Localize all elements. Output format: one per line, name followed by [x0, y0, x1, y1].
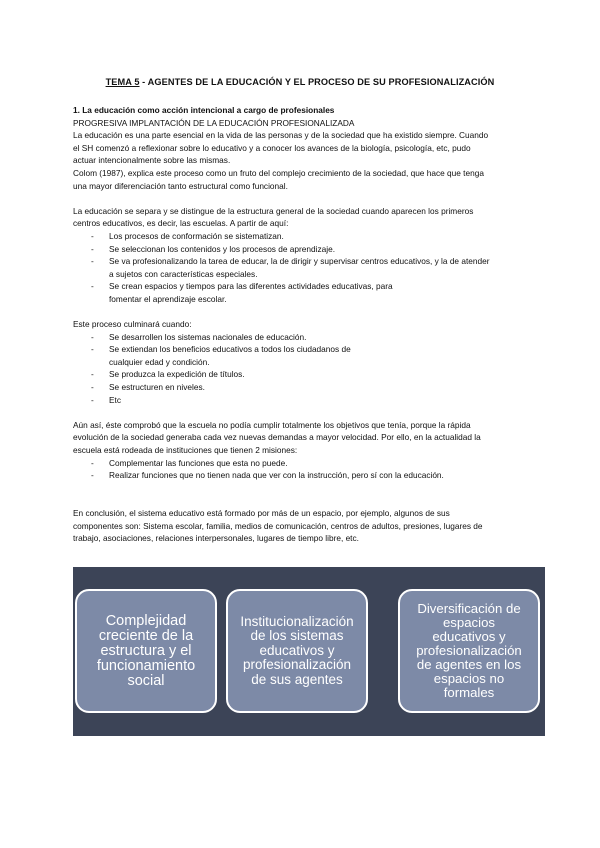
text-line: trabajo, asociaciones, relaciones interpersonales, lugares de tiempo libre, etc. — [73, 533, 359, 544]
diagram-box-line: Complejidad — [105, 612, 187, 629]
section-subheading: PROGRESIVA IMPLANTACIÓN DE LA EDUCACIÓN PROFESIONALIZADA — [73, 117, 355, 128]
list-item — [73, 381, 533, 394]
list-item-text: cualquier edad y condición. — [109, 356, 210, 367]
concept-diagram — [73, 567, 545, 736]
diagram-box-line: de agentes en los — [416, 657, 522, 672]
title-topic-number: TEMA 5 — [105, 77, 140, 87]
diagram-box-line: educativos y — [432, 629, 506, 644]
bullet-list — [73, 331, 533, 407]
list-item-text: Se estructuren en niveles. — [109, 382, 205, 393]
list-item-text: - Se extiendan los beneficios educativos a todos los ciudadanos de — [109, 344, 351, 355]
diagram-box-line: Diversificación de — [417, 601, 521, 616]
paragraph-missions — [73, 419, 533, 457]
text-line: el SH comenzó a reflexionar sobre lo educativo y a conocer los avances de la biología, psicología, etc, pudo — [73, 142, 471, 153]
paragraph-separation — [73, 205, 533, 230]
paragraph-culmination: Este proceso culminará cuando: — [73, 319, 192, 330]
text-line: una mayor diferenciación tanto estructural como funcional. — [73, 180, 288, 191]
list-item — [73, 331, 533, 344]
diagram-box-institutionalization — [226, 589, 368, 713]
text-line: La educación se separa y se distingue de la estructura general de la sociedad cuando aparecen los primeros — [73, 205, 474, 216]
section-heading: 1. La educación como acción intencional a cargo de profesionales — [73, 105, 335, 115]
diagram-box-line: funcionamiento — [96, 657, 196, 674]
diagram-box-line: estructura y el — [100, 642, 192, 659]
diagram-box-line: de sus agentes — [251, 671, 343, 687]
list-item — [73, 343, 533, 368]
diagram-box-line: social — [127, 672, 165, 689]
paragraph-conclusion — [73, 507, 533, 545]
list-item — [73, 243, 533, 256]
list-item — [73, 255, 533, 280]
list-item-text: Se desarrollen los sistemas nacionales de educación. — [109, 331, 307, 342]
diagram-box-line: profesionalización — [242, 657, 352, 673]
list-item-text: Etc — [109, 394, 121, 405]
list-item-text: fomentar el aprendizaje escolar. — [109, 293, 227, 304]
document-body — [73, 104, 533, 545]
text-line: En conclusión, el sistema educativo está formado por más de un espacio, por ejemplo, algunos de sus — [73, 508, 450, 518]
diagram-box-line: espacios no — [433, 671, 505, 686]
diagram-box-line: de los sistemas — [250, 628, 344, 644]
list-item-text: Se seleccionan los contenidos y los procesos de aprendizaje. — [109, 243, 335, 254]
text-line: Aún así, éste comprobó que la escuela no podía cumplir totalmente los objetivos que tenía, porque la rápida — [73, 419, 471, 430]
diagram-box-line: espacios — [442, 615, 496, 630]
list-item-text: - Se va profesionalizando la tarea de educar, la de dirigir y supervisar centros educativos, y la de atender — [109, 256, 490, 267]
diagram-box-line: formales — [443, 685, 495, 700]
list-item-text: Los procesos de conformación se sistematizan. — [109, 230, 284, 241]
text-line: centros educativos, es decir, las escuelas. A partir de aquí: — [73, 218, 289, 229]
diagram-box-line: creciente de la — [98, 627, 194, 644]
list-item-text: - Se crean espacios y tiempos para las diferentes actividades educativas, para — [109, 281, 393, 292]
diagram-box-diversification — [398, 589, 540, 713]
text-line: escuela está rodeada de instituciones que tienen 2 misiones: — [73, 445, 298, 456]
list-item — [73, 457, 533, 470]
bullet-list — [73, 457, 533, 482]
diagram-box-line: Institucionalización — [240, 613, 354, 629]
page-title — [0, 77, 600, 87]
list-item-text: Complementar las funciones que esta no puede. — [109, 457, 288, 468]
text-line: actuar intencionalmente sobre las mismas. — [73, 155, 231, 166]
list-item-text: a sujetos con características especiales. — [109, 268, 258, 279]
text-line: componentes son: Sistema escolar, familia, medios de comunicación, centros de adultos, presiones, lugares de — [73, 520, 483, 531]
diagram-box-complexity — [75, 589, 217, 713]
list-item — [73, 394, 533, 407]
list-item-text: Realizar funciones que no tienen nada que ver con la instrucción, pero sí con la educación. — [109, 470, 444, 481]
list-item — [73, 230, 533, 243]
text-line: evolución de la sociedad generaba cada vez nuevas demandas a mayor velocidad. Por ello, en la actualidad la — [73, 432, 481, 443]
list-item-text: Se produzca la expedición de títulos. — [109, 369, 245, 380]
paragraph-intro — [73, 129, 533, 167]
title-text: - AGENTES DE LA EDUCACIÓN Y EL PROCESO DE SU PROFESIONALIZACIÓN — [139, 77, 495, 87]
list-item — [73, 469, 533, 482]
bullet-list — [73, 230, 533, 306]
text-line: Colom (1987), explica este proceso como un fruto del complejo crecimiento de la sociedad, que hace que tenga — [73, 167, 484, 178]
list-item — [73, 280, 533, 305]
list-item — [73, 368, 533, 381]
diagram-box-line: educativos y — [259, 642, 335, 658]
paragraph-colom — [73, 167, 533, 192]
text-line: La educación es una parte esencial en la vida de las personas y de la sociedad que ha existido siempre. Cuando — [73, 130, 489, 141]
diagram-box-line: profesionalización — [416, 643, 522, 658]
